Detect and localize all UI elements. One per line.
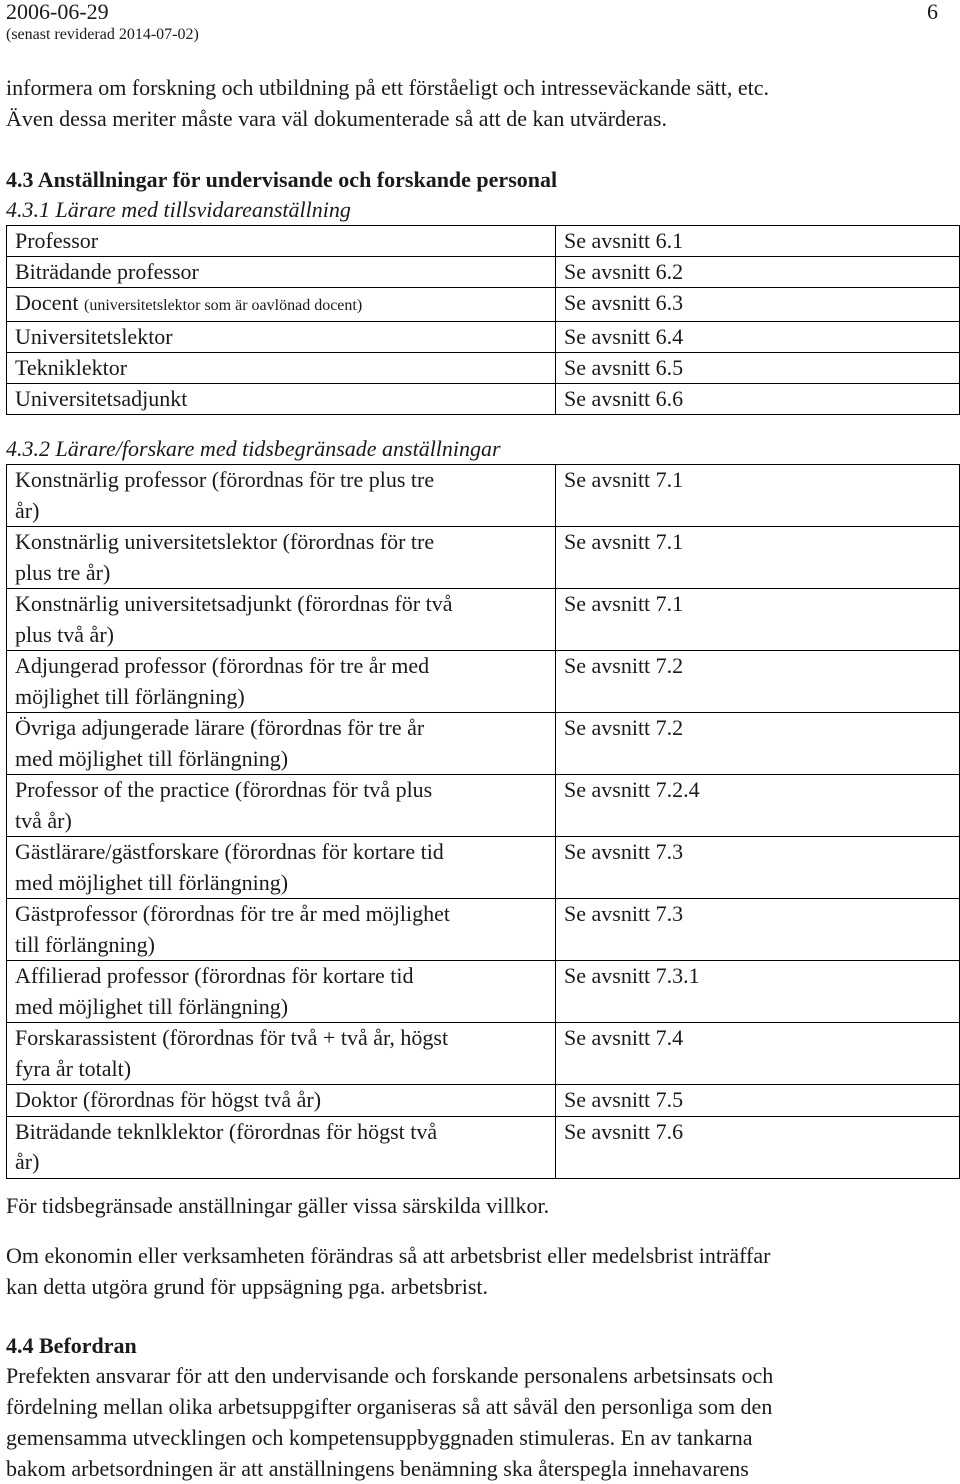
table-row bbox=[7, 353, 960, 384]
position-cell bbox=[7, 899, 556, 961]
section-4-4-line-4: bakom arbetsordningen är att anställningens benämning ska återspegla innehavarens bbox=[6, 1456, 749, 1481]
position-title: Docent bbox=[15, 290, 79, 315]
position-cell bbox=[7, 961, 556, 1023]
position-title-cell bbox=[7, 322, 556, 353]
position-cell bbox=[7, 527, 556, 589]
table-row bbox=[7, 257, 960, 288]
section-ref: Se avsnitt 7.3 bbox=[556, 837, 960, 899]
position-line-2: fyra år totalt) bbox=[15, 1055, 132, 1081]
position-cell bbox=[7, 651, 556, 713]
position-line-2: med möjlighet till förlängning) bbox=[15, 869, 289, 895]
table-row bbox=[7, 899, 960, 961]
section-ref: Se avsnitt 7.3.1 bbox=[556, 961, 960, 1023]
position-line-1: Gästlärare/gästforskare (förordnas för kortare tid bbox=[15, 839, 444, 864]
table-row bbox=[7, 1085, 960, 1117]
section-ref: Se avsnitt 6.1 bbox=[556, 226, 960, 257]
position-title: Universitetsadjunkt bbox=[15, 386, 188, 411]
section-4-4-line-1: Prefekten ansvarar för att den undervisande och forskande personalens arbetsinsats och bbox=[6, 1363, 774, 1388]
position-cell bbox=[7, 1023, 556, 1085]
note-paragraph-2-line-2: kan detta utgöra grund för uppsägning pga. arbetsbrist. bbox=[6, 1274, 489, 1299]
section-ref: Se avsnitt 7.1 bbox=[556, 589, 960, 651]
section-4-4-heading: 4.4 Befordran bbox=[6, 1333, 137, 1358]
header-revised: (senast reviderad 2014-07-02) bbox=[6, 26, 199, 43]
section-ref: Se avsnitt 7.1 bbox=[556, 465, 960, 527]
temporary-positions-table bbox=[6, 464, 960, 1179]
position-title-cell bbox=[7, 384, 556, 415]
position-line-1: Gästprofessor (förordnas för tre år med möjlighet bbox=[15, 901, 450, 926]
position-cell bbox=[7, 775, 556, 837]
intro-line-1: informera om forskning och utbildning på ett förståeligt och intresseväckande sätt, etc. bbox=[6, 75, 770, 100]
table-row bbox=[7, 1023, 960, 1085]
position-line-2: med möjlighet till förlängning) bbox=[15, 745, 289, 771]
position-line-2: plus två år) bbox=[15, 621, 114, 647]
position-cell bbox=[7, 1085, 556, 1117]
position-line-1: Biträdande teknlklektor (förordnas för högst två bbox=[15, 1118, 438, 1144]
position-line-2: till förlängning) bbox=[15, 931, 155, 957]
section-ref: Se avsnitt 7.2.4 bbox=[556, 775, 960, 837]
section-ref: Se avsnitt 6.3 bbox=[556, 288, 960, 322]
position-cell bbox=[7, 713, 556, 775]
position-cell bbox=[7, 1116, 556, 1178]
position-line-2: år) bbox=[15, 497, 40, 523]
position-title-cell bbox=[7, 257, 556, 288]
section-ref: Se avsnitt 7.2 bbox=[556, 651, 960, 713]
section-ref: Se avsnitt 6.4 bbox=[556, 322, 960, 353]
note-paragraph-2-line-1: Om ekonomin eller verksamheten förändras så att arbetsbrist eller medelsbrist inträffar bbox=[6, 1243, 771, 1268]
position-line-1: Konstnärlig universitetsadjunkt (förordnas för två bbox=[15, 591, 453, 616]
position-title-cell bbox=[7, 288, 556, 322]
position-title: Universitetslektor bbox=[15, 324, 173, 349]
permanent-positions-table bbox=[6, 225, 960, 415]
position-title: Professor bbox=[15, 228, 99, 253]
position-title-cell bbox=[7, 353, 556, 384]
intro-line-2: Även dessa meriter måste vara väl dokumenterade så att de kan utvärderas. bbox=[6, 106, 667, 131]
table-row bbox=[7, 1116, 960, 1178]
position-note: (universitetslektor som är oavlönad docent) bbox=[84, 297, 363, 314]
position-title: Biträdande professor bbox=[15, 259, 199, 284]
table-row bbox=[7, 322, 960, 353]
section-ref: Se avsnitt 7.3 bbox=[556, 899, 960, 961]
table-row bbox=[7, 288, 960, 322]
table-row bbox=[7, 589, 960, 651]
position-cell bbox=[7, 837, 556, 899]
position-line-2: plus tre år) bbox=[15, 559, 111, 585]
position-line-1: Adjungerad professor (förordnas för tre år med bbox=[15, 653, 430, 678]
table-row bbox=[7, 651, 960, 713]
table-row bbox=[7, 527, 960, 589]
section-ref: Se avsnitt 6.2 bbox=[556, 257, 960, 288]
section-4-4-line-2: fördelning mellan olika arbetsuppgifter organiseras så att såväl den personliga som den bbox=[6, 1394, 773, 1419]
position-line-2: år) bbox=[15, 1149, 40, 1174]
table-row bbox=[7, 961, 960, 1023]
position-line-1: Professor of the practice (förordnas för två plus bbox=[15, 777, 433, 802]
table-row bbox=[7, 226, 960, 257]
table-row bbox=[7, 775, 960, 837]
section-ref: Se avsnitt 7.4 bbox=[556, 1023, 960, 1085]
section-4-3-2-heading: 4.3.2 Lärare/forskare med tidsbegränsade anställningar bbox=[6, 436, 501, 461]
position-cell bbox=[7, 589, 556, 651]
position-cell bbox=[7, 465, 556, 527]
position-line-2: möjlighet till förlängning) bbox=[15, 683, 245, 709]
section-4-4-line-3: gemensamma utvecklingen och kompetensuppbyggnaden stimuleras. En av tankarna bbox=[6, 1425, 753, 1450]
section-ref: Se avsnitt 7.2 bbox=[556, 713, 960, 775]
section-ref: Se avsnitt 7.1 bbox=[556, 527, 960, 589]
table-row bbox=[7, 465, 960, 527]
section-ref: Se avsnitt 7.5 bbox=[556, 1085, 960, 1117]
position-line-2: med möjlighet till förlängning) bbox=[15, 993, 289, 1019]
table-row bbox=[7, 384, 960, 415]
table-row bbox=[7, 713, 960, 775]
page-number: 6 bbox=[927, 0, 938, 24]
position-title-cell bbox=[7, 226, 556, 257]
position-line-1: Konstnärlig professor (förordnas för tre plus tre bbox=[15, 467, 435, 492]
position-line-1: Doktor (förordnas för högst två år) bbox=[15, 1087, 322, 1112]
header-date: 2006-06-29 bbox=[6, 0, 109, 24]
position-line-1: Forskarassistent (förordnas för två + två år, högst bbox=[15, 1025, 449, 1050]
position-line-1: Affilierad professor (förordnas för kortare tid bbox=[15, 963, 414, 988]
position-line-1: Konstnärlig universitetslektor (förordnas för tre bbox=[15, 529, 435, 554]
position-line-1: Övriga adjungerade lärare (förordnas för tre år bbox=[15, 715, 425, 740]
position-title: Tekniklektor bbox=[15, 355, 128, 380]
section-ref: Se avsnitt 7.6 bbox=[556, 1116, 960, 1178]
position-line-2: två år) bbox=[15, 807, 72, 833]
table-row bbox=[7, 837, 960, 899]
section-ref: Se avsnitt 6.5 bbox=[556, 353, 960, 384]
note-paragraph-1: För tidsbegränsade anställningar gäller vissa särskilda villkor. bbox=[6, 1193, 550, 1218]
section-4-3-heading: 4.3 Anställningar för undervisande och forskande personal bbox=[6, 167, 558, 192]
section-4-3-1-heading: 4.3.1 Lärare med tillsvidareanställning bbox=[6, 197, 351, 222]
section-ref: Se avsnitt 6.6 bbox=[556, 384, 960, 415]
